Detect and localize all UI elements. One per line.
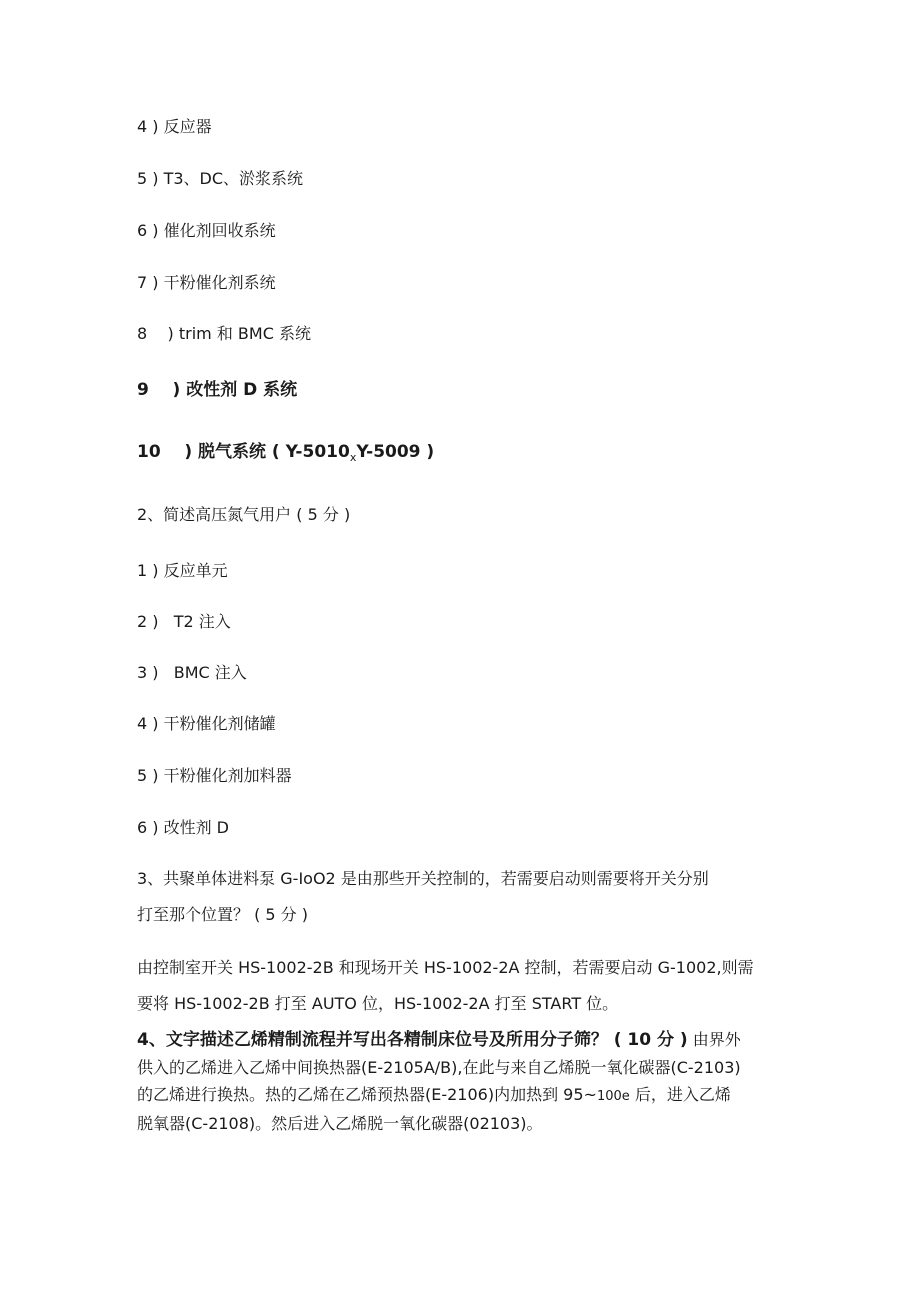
- q3-answer: [137, 950, 797, 1022]
- q4-title: 4、文字描述乙烯精制流程并写出各精制床位号及所用分子筛？ ( 10 分 ): [137, 1030, 688, 1050]
- list-item-10-subscript: x: [349, 451, 357, 464]
- list-item-10-suffix: Y-5009 ): [356, 442, 435, 462]
- q2-item-6: 6 ) 改性剂 D: [137, 818, 230, 837]
- q2-item-3: 3 ) BMC 注入: [137, 663, 247, 682]
- q3-title-line-1: 3、共聚单体进料泵 G-IoO2 是由那些开关控制的，若需要启动则需要将开关分别: [137, 869, 709, 888]
- q2-item-2: 2 ) T2 注入: [137, 612, 231, 631]
- list-item-7: 7 ) 干粉催化剂系统: [137, 273, 276, 292]
- q4-line-3-a: 的乙烯进行换热。热的乙烯在乙烯预热器(E-2106)内加热到 95~: [137, 1085, 597, 1104]
- q2-item-5: 5 ) 干粉催化剂加料器: [137, 766, 292, 785]
- q2-item-1: 1 ) 反应单元: [137, 561, 228, 580]
- q4-line-1-tail: 由界外: [687, 1030, 741, 1049]
- q4-line-2: 供入的乙烯进入乙烯中间换热器(E-2105A/B),在此与来自乙烯脱一氧化碳器(C-2103): [137, 1058, 741, 1077]
- list-item-5: 5 ) T3、DC、淤浆系统: [137, 169, 304, 188]
- q4-line-1: [137, 1026, 797, 1054]
- list-item-8: 8 ) trim 和 BMC 系统: [137, 324, 311, 343]
- q2-title: 2、简述高压氮气用户 ( 5 分 ): [137, 505, 351, 524]
- list-item-10-prefix: 10 ) 脱气系统 ( Y-5010: [137, 442, 350, 462]
- q4-line-4: 脱氧器(C-2108)。然后进入乙烯脱一氧化碳器(02103)。: [137, 1114, 543, 1133]
- q4-line-3: [137, 1081, 797, 1110]
- list-item-6: 6 ) 催化剂回收系统: [137, 221, 276, 240]
- q4-line-3-b: 100e: [596, 1089, 630, 1104]
- q2-item-4: 4 ) 干粉催化剂储罐: [137, 714, 276, 733]
- list-item-9: 9 ) 改性剂 D 系统: [137, 380, 298, 400]
- q3-title: [137, 861, 797, 933]
- q3-title-line-2: 打至那个位置？ ( 5 分 ): [137, 905, 309, 924]
- q4-paragraph: [137, 1026, 797, 1137]
- q3-answer-line-1: 由控制室开关 HS-1002-2B 和现场开关 HS-1002-2A 控制，若需要启动 G-1002,则需: [137, 958, 754, 977]
- q4-line-3-c: 后，进入乙烯: [629, 1085, 731, 1104]
- q3-answer-line-2: 要将 HS-1002-2B 打至 AUTO 位，HS-1002-2A 打至 START 位。: [137, 994, 619, 1013]
- list-item-4: 4 ) 反应器: [137, 117, 212, 136]
- list-item-10: [137, 441, 434, 465]
